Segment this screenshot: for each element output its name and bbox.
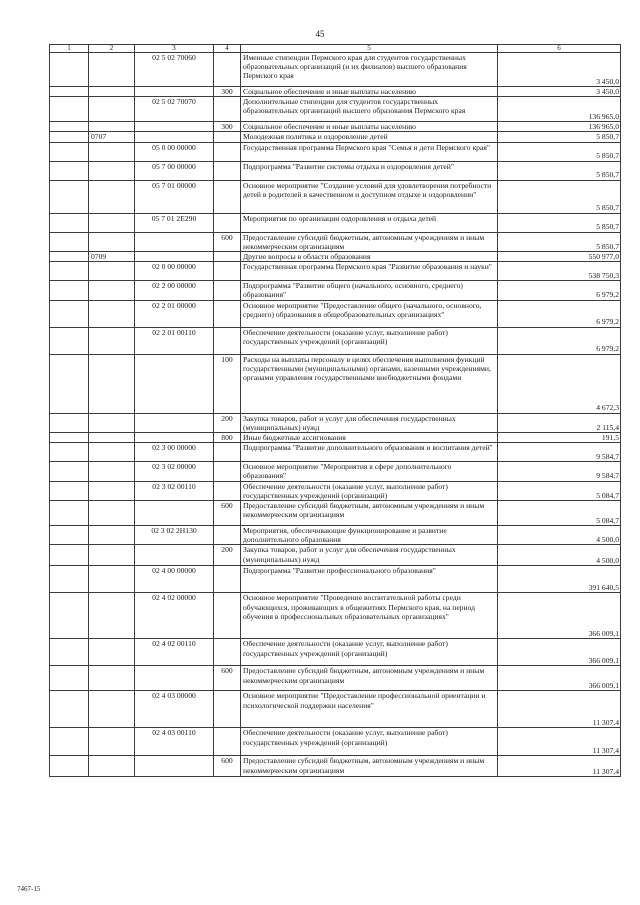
table-row [50,354,621,413]
section-cell [50,462,89,481]
table-row [50,262,621,281]
item-name-cell: Закупка товаров, работ и услуг для обеспечения государственных (муниципальных) нужд [241,545,498,566]
subsection-cell [89,443,135,462]
amount-cell: 366 009,1 [498,639,621,666]
target-code-cell [135,354,214,413]
target-code-cell: 02 0 00 00000 [135,262,214,281]
subsection-cell [89,122,135,132]
target-code-cell [135,545,214,566]
amount-cell: 11 307,4 [498,756,621,777]
target-code-cell: 02 2 01 00110 [135,327,214,354]
subsection-cell [89,281,135,300]
table-row [50,232,621,251]
subsection-cell [89,481,135,500]
expense-type-cell [214,481,241,500]
column-header: 4 [214,45,241,53]
target-code-cell [135,413,214,432]
item-name-cell: Подпрограмма "Развитие дополнительного образования и воспитания детей" [241,443,498,462]
expense-type-cell [214,691,241,728]
item-name-cell: Подпрограмма "Развитие профессионального образования" [241,566,498,593]
target-code-cell: 05 7 01 00000 [135,180,214,213]
section-cell [50,756,89,777]
table-row [50,142,621,161]
amount-cell: 136 965,0 [498,122,621,132]
table-row [50,122,621,132]
expense-type-cell: 100 [214,354,241,413]
target-code-cell: 02 5 02 70070 [135,97,214,122]
column-header: 1 [50,45,89,53]
expense-type-cell [214,180,241,213]
item-name-cell: Дополнительные стипендии для студентов государственных образовательных организаций высшего образования Пермского края [241,97,498,122]
expense-type-cell: 600 [214,232,241,251]
item-name-cell: Другие вопросы в области образования [241,252,498,262]
subsection-cell [89,213,135,232]
target-code-cell [135,666,214,691]
target-code-cell [135,122,214,132]
table-row [50,97,621,122]
section-cell [50,53,89,87]
subsection-cell [89,142,135,161]
section-cell [50,232,89,251]
column-header: 2 [89,45,135,53]
section-cell [50,593,89,639]
target-code-cell: 02 3 02 00110 [135,481,214,500]
amount-cell: 366 009,1 [498,666,621,691]
table-row [50,443,621,462]
table-header-row [50,45,621,53]
expense-type-cell [214,593,241,639]
item-name-cell: Обеспечение деятельности (оказание услуг, выполнение работ) государственных учреждений (организаций) [241,327,498,354]
amount-cell: 5 084,7 [498,501,621,526]
section-cell [50,691,89,728]
item-name-cell: Подпрограмма "Развитие системы отдыха и оздоровления детей" [241,161,498,180]
item-name-cell: Основное мероприятие "Предоставление профессиональной ориентации и психологической поддержки населения" [241,691,498,728]
target-code-cell [135,87,214,97]
table-row [50,545,621,566]
amount-cell: 3 450,0 [498,87,621,97]
subsection-cell [89,501,135,526]
subsection-cell: 0709 [89,252,135,262]
subsection-cell: 0707 [89,132,135,142]
table-row [50,501,621,526]
section-cell [50,526,89,545]
amount-cell: 538 750,3 [498,262,621,281]
amount-cell: 5 850,7 [498,132,621,142]
section-cell [50,281,89,300]
target-code-cell [135,232,214,251]
section-cell [50,262,89,281]
subsection-cell [89,300,135,327]
subsection-cell [89,354,135,413]
target-code-cell: 02 4 02 00000 [135,593,214,639]
expense-type-cell [214,728,241,756]
amount-cell: 5 084,7 [498,481,621,500]
amount-cell: 366 009,1 [498,593,621,639]
amount-cell: 6 979,2 [498,281,621,300]
item-name-cell: Социальное обеспечение и иные выплаты населению [241,87,498,97]
expense-type-cell [214,97,241,122]
amount-cell: 2 115,4 [498,413,621,432]
section-cell [50,666,89,691]
column-header: 6 [498,45,621,53]
section-cell [50,639,89,666]
amount-cell: 6 979,2 [498,327,621,354]
item-name-cell: Государственная программа Пермского края "Семья и дети Пермского края" [241,142,498,161]
table-row [50,566,621,593]
subsection-cell [89,566,135,593]
target-code-cell: 02 5 02 70060 [135,53,214,87]
item-name-cell: Основное мероприятие "Создание условий для удовлетворения потребности детей в родителей в качественном и доступном отдыхе и оздоровлении" [241,180,498,213]
item-name-cell: Предоставление субсидий бюджетным, автономным учреждениям и иным некоммерческим организациям [241,501,498,526]
amount-cell: 4 500,0 [498,545,621,566]
table-row [50,462,621,481]
expense-type-cell [214,566,241,593]
target-code-cell: 02 3 02 2Н130 [135,526,214,545]
expense-type-cell: 600 [214,666,241,691]
section-cell [50,142,89,161]
subsection-cell [89,161,135,180]
section-cell [50,501,89,526]
column-header: 5 [241,45,498,53]
expense-type-cell [214,639,241,666]
target-code-cell [135,756,214,777]
subsection-cell [89,462,135,481]
target-code-cell [135,252,214,262]
section-cell [50,300,89,327]
subsection-cell [89,97,135,122]
item-name-cell: Государственная программа Пермского края "Развитие образования и науки" [241,262,498,281]
item-name-cell: Основное мероприятие "Проведение воспитательной работы среди обучающихся, проживающих в общежитиях Пермского края, на период обучения в профессиональных образовательных организациях" [241,593,498,639]
section-cell [50,481,89,500]
item-name-cell: Обеспечение деятельности (оказание услуг, выполнение работ) государственных учреждений (организаций) [241,639,498,666]
target-code-cell: 05 7 01 2Е290 [135,213,214,232]
expense-type-cell: 300 [214,87,241,97]
table-row [50,639,621,666]
subsection-cell [89,545,135,566]
amount-cell: 5 850,7 [498,213,621,232]
item-name-cell: Обеспечение деятельности (оказание услуг, выполнение работ) государственных учреждений (организаций) [241,481,498,500]
target-code-cell: 02 3 00 00000 [135,443,214,462]
table-row [50,161,621,180]
table-row [50,252,621,262]
item-name-cell: Основное мероприятие "Предоставление общего (начального, основного, среднего) образования в общеобразовательных организациях" [241,300,498,327]
item-name-cell: Предоставление субсидий бюджетным, автономным учреждениям и иным некоммерческим организациям [241,756,498,777]
expense-type-cell [214,300,241,327]
table-row [50,300,621,327]
amount-cell: 391 640,5 [498,566,621,593]
table-row [50,87,621,97]
item-name-cell: Мероприятия, обеспечивающие функционирование и развитие дополнительного образования [241,526,498,545]
expense-type-cell [214,526,241,545]
table-row [50,593,621,639]
expense-type-cell [214,281,241,300]
item-name-cell: Молодежная политика и оздоровление детей [241,132,498,142]
expense-type-cell [214,462,241,481]
expense-type-cell: 600 [214,501,241,526]
section-cell [50,728,89,756]
item-name-cell: Обеспечение деятельности (оказание услуг, выполнение работ) государственных учреждений (организаций) [241,728,498,756]
section-cell [50,354,89,413]
table-row [50,481,621,500]
expense-type-cell [214,213,241,232]
section-cell [50,122,89,132]
target-code-cell: 02 4 03 00000 [135,691,214,728]
item-name-cell: Мероприятия по организации оздоровления и отдыха детей [241,213,498,232]
subsection-cell [89,262,135,281]
table-row [50,132,621,142]
expense-type-cell [214,327,241,354]
expense-type-cell: 200 [214,413,241,432]
footer-code: 7467-15 [17,885,41,893]
item-name-cell: Основное мероприятие "Мероприятия в сфере дополнительного образования" [241,462,498,481]
target-code-cell: 02 2 00 00000 [135,281,214,300]
expense-type-cell [214,53,241,87]
table-row [50,281,621,300]
amount-cell: 550 977,0 [498,252,621,262]
table-body [50,45,621,777]
target-code-cell: 05 0 00 00000 [135,142,214,161]
subsection-cell [89,327,135,354]
target-code-cell: 02 3 02 00000 [135,462,214,481]
subsection-cell [89,87,135,97]
section-cell [50,413,89,432]
subsection-cell [89,433,135,443]
subsection-cell [89,526,135,545]
expense-type-cell [214,132,241,142]
amount-cell: 9 584,7 [498,462,621,481]
subsection-cell [89,232,135,251]
table-row [50,666,621,691]
amount-cell: 5 850,7 [498,161,621,180]
item-name-cell: Предоставление субсидий бюджетным, автономным учреждениям и иным некоммерческим организациям [241,666,498,691]
subsection-cell [89,756,135,777]
expense-type-cell [214,252,241,262]
target-code-cell [135,433,214,443]
expense-type-cell [214,443,241,462]
subsection-cell [89,666,135,691]
amount-cell: 136 965,0 [498,97,621,122]
subsection-cell [89,593,135,639]
table-row [50,756,621,777]
section-cell [50,97,89,122]
expense-type-cell: 200 [214,545,241,566]
amount-cell: 6 979,2 [498,300,621,327]
section-cell [50,443,89,462]
target-code-cell [135,132,214,142]
section-cell [50,433,89,443]
table-row [50,433,621,443]
amount-cell: 4 500,0 [498,526,621,545]
target-code-cell: 02 4 00 00000 [135,566,214,593]
section-cell [50,566,89,593]
amount-cell: 11 307,4 [498,728,621,756]
section-cell [50,252,89,262]
section-cell [50,180,89,213]
table-row [50,213,621,232]
target-code-cell [135,501,214,526]
section-cell [50,161,89,180]
subsection-cell [89,413,135,432]
target-code-cell: 02 4 02 00110 [135,639,214,666]
subsection-cell [89,53,135,87]
item-name-cell: Именные стипендии Пермского края для студентов государственных образовательных организаций (и их филиалов) высшего образования Пермского края [241,53,498,87]
table-row [50,53,621,87]
item-name-cell: Иные бюджетные ассигнования [241,433,498,443]
item-name-cell: Подпрограмма "Развитие общего (начального, основного, среднего) образования" [241,281,498,300]
subsection-cell [89,639,135,666]
amount-cell: 5 850,7 [498,232,621,251]
amount-cell: 11 307,4 [498,691,621,728]
table-row [50,728,621,756]
expense-type-cell [214,142,241,161]
target-code-cell: 05 7 00 00000 [135,161,214,180]
table-row [50,413,621,432]
amount-cell: 9 584,7 [498,443,621,462]
table-row [50,327,621,354]
amount-cell: 5 850,7 [498,180,621,213]
item-name-cell: Закупка товаров, работ и услуг для обеспечения государственных (муниципальных) нужд [241,413,498,432]
section-cell [50,87,89,97]
section-cell [50,132,89,142]
amount-cell: 191,5 [498,433,621,443]
target-code-cell: 02 4 03 00110 [135,728,214,756]
amount-cell: 3 450,0 [498,53,621,87]
expense-type-cell: 300 [214,122,241,132]
table-row [50,526,621,545]
expense-type-cell [214,161,241,180]
expense-type-cell [214,262,241,281]
item-name-cell: Предоставление субсидий бюджетным, автономным учреждениям и иным некоммерческим организациям [241,232,498,251]
section-cell [50,213,89,232]
section-cell [50,327,89,354]
target-code-cell: 02 2 01 00000 [135,300,214,327]
subsection-cell [89,691,135,728]
section-cell [50,545,89,566]
amount-cell: 5 850,7 [498,142,621,161]
expense-type-cell: 600 [214,756,241,777]
subsection-cell [89,728,135,756]
expense-type-cell: 800 [214,433,241,443]
page-number: 45 [315,29,325,39]
table-row [50,180,621,213]
item-name-cell: Расходы на выплаты персоналу в целях обеспечения выполнения функций государственными (муниципальными) органами, казенными учреждениями, органами управления государственными внебюджетными фондами [241,354,498,413]
item-name-cell: Социальное обеспечение и иные выплаты населению [241,122,498,132]
column-header: 3 [135,45,214,53]
subsection-cell [89,180,135,213]
amount-cell: 4 672,3 [498,354,621,413]
budget-table [49,44,621,777]
table-row [50,691,621,728]
